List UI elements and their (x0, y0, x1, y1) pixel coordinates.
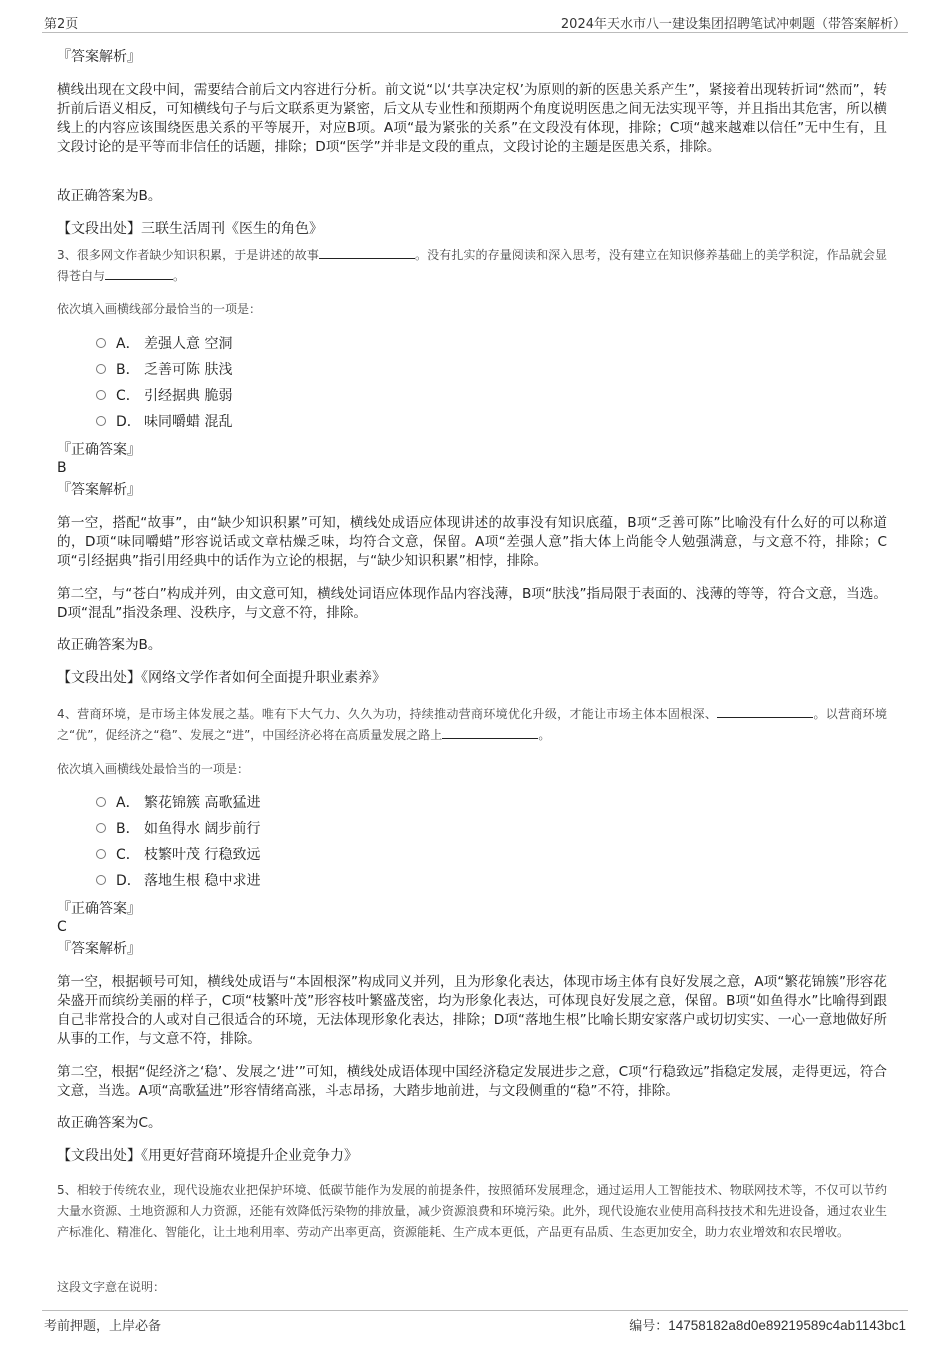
q3-option-c[interactable]: C． 引经据典 脆弱 (96, 386, 232, 406)
page-header (42, 10, 908, 33)
q3-analysis-2: 第二空，与“苍白”构成并列，由文意可知，横线处词语应体现作品内容浅薄，B项“肤浅”指局限于表面的、浅薄的等等，符合文意，当选。D项“混乱”指没条理、没秩序，与文意不符，排除。 (57, 586, 887, 621)
footer-slogan: 考前押题，上岸必备 (44, 1319, 162, 1334)
q3-conclusion: 故正确答案为B。 (57, 637, 162, 653)
q3-option-b[interactable]: B． 乏善可陈 肤浅 (96, 360, 232, 380)
page-footer (42, 1310, 908, 1339)
q4-analysis-2: 第二空，根据“促经济之‘稳’、发展之‘进’”可知，横线处成语体现中国经济稳定发展进步之意，C项“行稳致远”指稳定发展，走得更远，符合文意，当选。A项“高歌猛进”形容情绪高涨，斗志昂扬，大踏步地前进，与文段侧重的“稳”不符，排除。 (57, 1064, 887, 1099)
q5-prompt: 这段文字意在说明： (57, 1280, 166, 1294)
radio-icon[interactable] (96, 390, 106, 400)
q2-conclusion: 故正确答案为B。 (57, 188, 162, 204)
q4-option-b[interactable]: B． 如鱼得水 阔步前行 (96, 819, 260, 839)
q4-option-c[interactable]: C． 枝繁叶茂 行稳致远 (96, 845, 260, 865)
radio-icon[interactable] (96, 875, 106, 885)
q4-answer: C (57, 919, 67, 935)
q5-stem: 5、相较于传统农业，现代设施农业把保护环境、低碳节能作为发展的前提条件，按照循环发展理念，通过运用人工智能技术、物联网技术等，不仅可以节约大量水资源、土地资源和人力资源，还能有效降低污染物的排放量，减少资源浪费和环境污染。此外，现代设施农业使用高科技技术和先进设备，通过农业生产标准化、精准化、智能化，让土地利用率、劳动产出率更高，资源能耗、生产成本更低，产品更有品质、生态更加安全，助力农业增效和农民增收。 (57, 1183, 887, 1239)
q3-prompt: 依次填入画横线部分最恰当的一项是： (57, 302, 262, 316)
q3-stem: 3、很多网文作者缺少知识积累，于是讲述的故事 。没有扎实的存量阅读和深入思考，没有建立在知识修养基础上的美学积淀，作品就会显得苍白与 。 (57, 245, 887, 287)
q4-source: 【文段出处】《用更好营商环境提升企业竞争力》 (57, 1148, 358, 1164)
radio-icon[interactable] (96, 849, 106, 859)
q4-blank-1 (717, 704, 813, 718)
q3-blank-2 (105, 266, 173, 280)
q4-option-d[interactable]: D． 落地生根 稳中求进 (96, 871, 260, 891)
q3-blank-1 (319, 245, 415, 259)
document-title: 2024年天水市八一建设集团招聘笔试冲刺题（带答案解析） (560, 17, 906, 32)
q3-answer: B (57, 460, 67, 476)
radio-icon[interactable] (96, 416, 106, 426)
q3-source: 【文段出处】《网络文学作者如何全面提升职业素养》 (57, 670, 386, 686)
q4-analysis-1: 第一空，根据顿号可知，横线处成语与“本固根深”构成同义并列，且为形象化表达，体现市场主体有良好发展之意，A项“繁花锦簇”形容花朵盛开而缤纷美丽的样子，C项“枝繁叶茂”形容枝叶繁盛茂密，均为形象化表达，可体现良好发展之意，保留。B项“如鱼得水”比喻得到跟自己非常投合的人或对自己很适合的环境，无法体现形象化表达，排除；D项“落地生根”比喻长期安家落户或切切实实、一心一意地做好所从事的工作，与文意不符，排除。 (57, 974, 887, 1047)
page-number: 第2页 (44, 17, 79, 32)
radio-icon[interactable] (96, 823, 106, 833)
q2-analysis-label: 『答案解析』 (57, 49, 141, 65)
q4-option-a[interactable]: A． 繁花锦簇 高歌猛进 (96, 793, 260, 813)
q4-stem: 4、营商环境，是市场主体发展之基。唯有下大气力、久久为功，持续推动营商环境优化升级，才能让市场主体本固根深、 。以营商环境之“优”，促经济之“稳”、发展之“进”，中国经济必将在高质量发展之路上 。 (57, 704, 887, 746)
q4-prompt: 依次填入画横线处最恰当的一项是： (57, 762, 250, 776)
q2-source: 【文段出处】三联生活周刊《医生的角色》 (57, 221, 323, 237)
q4-conclusion: 故正确答案为C。 (57, 1115, 162, 1131)
q3-analysis-1: 第一空，搭配“故事”，由“缺少知识积累”可知，横线处成语应体现讲述的故事没有知识底蕴，B项“乏善可陈”比喻没有什么好的可以称道的，D项“味同嚼蜡”形容说话或文章枯燥乏味，均符合文意，保留。A项“差强人意”指大体上尚能令人勉强满意，与文意不符，排除；C项“引经据典”指引用经典中的话作为立论的根据，与“缺少知识积累”相悖，排除。 (57, 515, 887, 569)
radio-icon[interactable] (96, 338, 106, 348)
q3-option-d[interactable]: D． 味同嚼蜡 混乱 (96, 412, 232, 432)
q3-analysis-label: 『答案解析』 (57, 482, 141, 498)
q3-answer-label: 『正确答案』 (57, 442, 141, 458)
radio-icon[interactable] (96, 797, 106, 807)
q4-answer-label: 『正确答案』 (57, 901, 141, 917)
q4-analysis-label: 『答案解析』 (57, 941, 141, 957)
q3-option-a[interactable]: A． 差强人意 空洞 (96, 334, 232, 354)
q4-blank-2 (442, 725, 538, 739)
radio-icon[interactable] (96, 364, 106, 374)
document-code: 编号：14758182a8d0e89219589c4ab1143bc1 (629, 1318, 906, 1334)
q2-analysis: 横线出现在文段中间，需要结合前后文内容进行分析。前文说“以‘共享决定权’为原则的新的医患关系产生”，紧接着出现转折词“然而”，转折前后语义相反，可知横线句子与后文联系更为紧密，后文从专业性和预期两个角度说明医患之间无法实现平等，并且指出其危害，所以横线上的内容应该围绕医患关系的平等展开，对应B项。A项“最为紧张的关系”在文段没有体现，排除；C项“越来越难以信任”无中生有，且文段讨论的是平等而非信任的话题，排除；D项“医学”并非是文段的重点，文段讨论的主题是医患关系，排除。 (57, 82, 887, 155)
